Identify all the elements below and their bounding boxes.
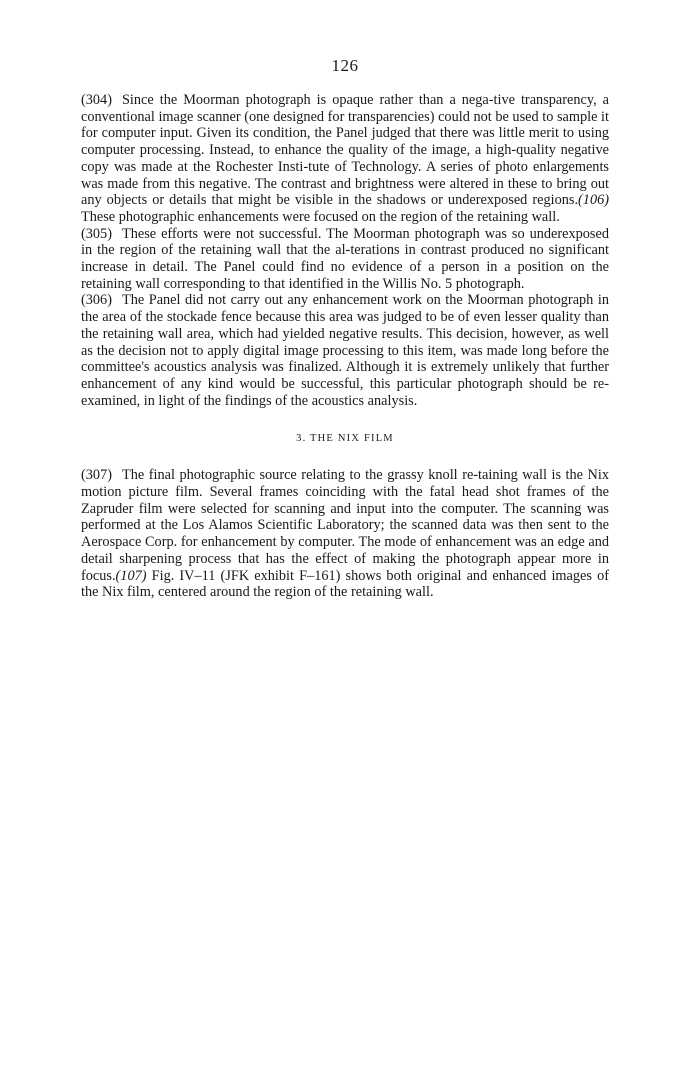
section-heading: 3. THE NIX FILM — [296, 433, 394, 445]
paragraph-304 — [81, 92, 609, 226]
paragraph-number: (305) — [81, 225, 112, 242]
paragraph-number: (307) — [81, 467, 112, 484]
paragraph-text-continued: These photographic enhancements were focused on the region of the retaining wall. — [81, 208, 560, 225]
paragraph-307 — [81, 467, 609, 601]
paragraph-text: The Panel did not carry out any enhancement work on the Moorman photograph in the area of the stockade fence because this area was judged to be of even lesser quality than the retaining wall area, which had yielded negative results. This decision, however, as well as the decision not to apply digital image processing to this item, was made long before the committee's acoustics analysis was finalized. Although it is extremely unlikely that further enhancement of any kind would be successful, this particular photograph should be re-examined, in light of the findings of the acoustics analysis. — [81, 292, 609, 409]
paragraph-text: The final photographic source relating to the grassy knoll re-taining wall is the Nix motion picture film. Several frames coinciding with the fatal head shot frames of the Zapruder film were selected for scanning and input into the computer. The scanning was performed at the Los Alamos Scientific Laboratory; the scanned data was then sent to the Aerospace Corp. for enhancement by computer. The mode of enhancement was an edge and detail sharpening process that has the effect of making the photograph appear more in focus. — [81, 467, 609, 584]
paragraph-number: (304) — [81, 92, 112, 108]
paragraph-number: (306) — [81, 292, 112, 309]
paragraph-306 — [81, 292, 609, 409]
paragraph-305 — [81, 226, 609, 293]
paragraph-text: Since the Moorman photograph is opaque rather than a nega-tive transparency, a conventional image scanner (one designed for transparencies) could not be used to sample it for computer input. Given its condition, the Panel judged that there was little merit to using computer processing. Instead, to enhance the quality of the image, a high-quality negative copy was made at the Rochester Insti-tute of Technology. A series of photo enlargements was made from this negative. The contrast and brightness were altered in these to bring out any objects or details that might be visible in the shadows or underexposed regions. — [81, 92, 609, 209]
footnote-reference: (107) — [115, 567, 147, 584]
body-text — [81, 92, 609, 601]
paragraph-text: These efforts were not successful. The Moorman photograph was so underexposed in the region of the retaining wall that the al-terations in contrast produced no significant increase in detail. The Panel could find no evidence of a person in a position on the retaining wall corresponding to that identified in the Willis No. 5 photograph. — [81, 225, 609, 292]
page-number: 126 — [331, 56, 359, 75]
footnote-reference: (106) — [578, 192, 609, 209]
paragraph-text-continued: Fig. IV–11 (JFK exhibit F–161) shows both original and enhanced images of the Nix film, centered around the region of the retaining wall. — [81, 567, 609, 601]
